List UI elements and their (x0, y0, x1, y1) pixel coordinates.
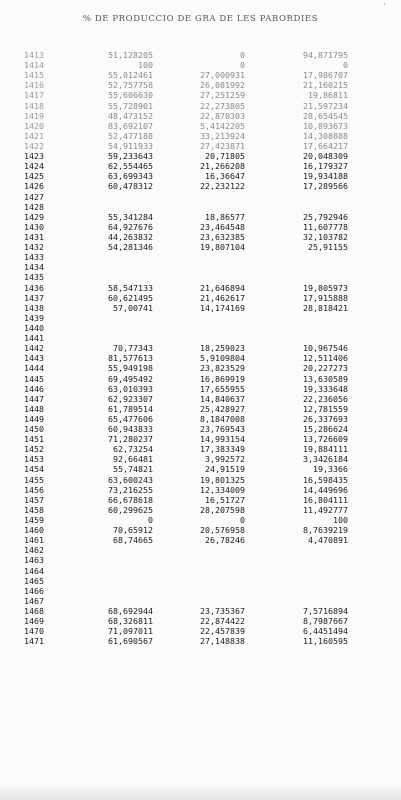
value-cell-3: 11,160595 (303, 636, 348, 647)
value-cell-1: 44,263832 (108, 231, 153, 242)
year-cell: 1436 (24, 282, 44, 293)
table-row (0, 60, 401, 70)
year-cell: 1432 (24, 242, 44, 253)
table-row (0, 505, 401, 515)
value-cell-1: 70,65912 (113, 525, 153, 536)
value-cell-2: 28,207598 (200, 504, 245, 515)
value-cell-3: 16,179327 (303, 161, 348, 172)
year-cell: 1413 (24, 50, 44, 60)
value-cell-3: 14,308888 (303, 130, 348, 141)
value-cell-1: 57,00741 (113, 302, 153, 313)
value-cell-2: 16,51727 (205, 494, 245, 505)
value-cell-3: 19,805973 (303, 282, 348, 293)
value-cell-2: 19,801325 (200, 474, 245, 485)
value-cell-3: 13,630589 (303, 373, 348, 384)
value-cell-1: 100 (138, 60, 153, 71)
value-cell-3: 20,227273 (303, 363, 348, 374)
table-row (0, 161, 401, 171)
table-row (0, 616, 401, 626)
value-cell-2: 21,646894 (200, 282, 245, 293)
table-row (0, 606, 401, 616)
value-cell-3: 19,3366 (313, 464, 348, 475)
value-cell-1: 71,280237 (108, 434, 153, 445)
value-cell-3: 19,934188 (303, 171, 348, 182)
year-cell: 1441 (24, 333, 44, 344)
year-cell: 1451 (24, 434, 44, 445)
value-cell-1: 92,66481 (113, 454, 153, 465)
value-cell-1: 65,477606 (108, 413, 153, 424)
value-cell-3: 17,664217 (303, 140, 348, 151)
year-cell: 1453 (24, 454, 44, 465)
table-row (0, 434, 401, 444)
value-cell-2: 22,457839 (200, 626, 245, 637)
value-cell-1: 61,690567 (108, 636, 153, 647)
table-row (0, 485, 401, 495)
value-cell-2: 24,91519 (205, 464, 245, 475)
table-row (0, 404, 401, 414)
table-row (0, 70, 401, 80)
value-cell-1: 70,77343 (113, 343, 153, 354)
value-cell-1: 62,73254 (113, 444, 153, 455)
value-cell-2: 14,174169 (200, 302, 245, 313)
value-cell-3: 15,286624 (303, 424, 348, 435)
value-cell-2: 22,874422 (200, 616, 245, 627)
value-cell-2: 26,78246 (205, 535, 245, 546)
value-cell-2: 14,840637 (200, 393, 245, 404)
value-cell-3: 94,871795 (303, 50, 348, 60)
value-cell-1: 60,943833 (108, 424, 153, 435)
value-cell-1: 69,495492 (108, 373, 153, 384)
value-cell-1: 68,326811 (108, 616, 153, 627)
table-row (0, 363, 401, 373)
value-cell-2: 19,807104 (200, 242, 245, 253)
year-cell: 1457 (24, 494, 44, 505)
value-cell-2: 18,86577 (205, 211, 245, 222)
value-cell-2: 25,428927 (200, 403, 245, 414)
year-cell: 1449 (24, 413, 44, 424)
value-cell-1: 71,097011 (108, 626, 153, 637)
value-cell-3: 17,289566 (303, 181, 348, 192)
table-row (0, 535, 401, 545)
year-cell: 1421 (24, 130, 44, 141)
year-cell: 1439 (24, 312, 44, 323)
table-row (0, 475, 401, 485)
value-cell-3: 3,3426184 (303, 454, 348, 465)
year-cell: 1458 (24, 504, 44, 515)
value-cell-1: 68,692944 (108, 606, 153, 617)
table-row (0, 576, 401, 586)
value-cell-2: 23,769543 (200, 424, 245, 435)
year-cell: 1414 (24, 60, 44, 71)
table-row (0, 495, 401, 505)
year-cell: 1415 (24, 70, 44, 81)
value-cell-1: 62,923307 (108, 393, 153, 404)
value-cell-1: 55,949198 (108, 363, 153, 374)
table-row (0, 131, 401, 141)
scan-edge-shadow (0, 782, 401, 800)
year-cell: 1424 (24, 161, 44, 172)
year-cell: 1442 (24, 343, 44, 354)
table-row (0, 424, 401, 434)
value-cell-1: 63,010393 (108, 383, 153, 394)
table-row (0, 151, 401, 161)
year-cell: 1430 (24, 221, 44, 232)
value-cell-1: 51,128205 (108, 50, 153, 60)
value-cell-3: 19,86811 (308, 90, 348, 101)
value-cell-1: 73,216255 (108, 484, 153, 495)
value-cell-1: 55,012461 (108, 70, 153, 81)
year-cell: 1467 (24, 595, 44, 606)
table-row (0, 121, 401, 131)
value-cell-1: 81,577613 (108, 353, 153, 364)
year-cell: 1425 (24, 171, 44, 182)
value-cell-1: 83,692107 (108, 120, 153, 131)
table-row (0, 101, 401, 111)
value-cell-3: 6,4451494 (303, 626, 348, 637)
value-cell-2: 21,266208 (200, 161, 245, 172)
year-cell: 1431 (24, 231, 44, 242)
value-cell-1: 66,678618 (108, 494, 153, 505)
table-row (0, 181, 401, 191)
value-cell-1: 52,477188 (108, 130, 153, 141)
year-cell: 1468 (24, 606, 44, 617)
year-cell: 1423 (24, 151, 44, 162)
year-cell: 1427 (24, 191, 44, 202)
table-row (0, 111, 401, 121)
value-cell-2: 23,464548 (200, 221, 245, 232)
value-cell-2: 12,334009 (200, 484, 245, 495)
value-cell-2: 0 (240, 60, 245, 71)
value-cell-2: 22,232122 (200, 181, 245, 192)
year-cell: 1422 (24, 140, 44, 151)
value-cell-3: 14,449696 (303, 484, 348, 495)
value-cell-2: 23,823529 (200, 363, 245, 374)
value-cell-2: 27,251259 (200, 90, 245, 101)
table-row (0, 555, 401, 565)
table-row (0, 384, 401, 394)
year-cell: 1452 (24, 444, 44, 455)
table-row (0, 171, 401, 181)
year-cell: 1462 (24, 545, 44, 556)
value-cell-3: 22,236056 (303, 393, 348, 404)
table-row (0, 202, 401, 212)
year-cell: 1440 (24, 322, 44, 333)
year-cell: 1465 (24, 575, 44, 586)
year-cell: 1438 (24, 302, 44, 313)
table-row (0, 464, 401, 474)
value-cell-3: 11,607778 (303, 221, 348, 232)
value-cell-2: 20,71805 (205, 151, 245, 162)
value-cell-1: 63,600243 (108, 474, 153, 485)
year-cell: 1460 (24, 525, 44, 536)
value-cell-1: 59,233643 (108, 151, 153, 162)
table-row (0, 394, 401, 404)
value-cell-1: 54,281346 (108, 242, 153, 253)
value-cell-2: 20,576958 (200, 525, 245, 536)
value-cell-1: 0 (148, 515, 153, 526)
year-cell: 1471 (24, 636, 44, 647)
table-row (0, 525, 401, 535)
table-row (0, 252, 401, 262)
year-cell: 1420 (24, 120, 44, 131)
table-row (0, 323, 401, 333)
value-cell-2: 17,383349 (200, 444, 245, 455)
table-row (0, 272, 401, 282)
value-cell-2: 27,000931 (200, 70, 245, 81)
value-cell-1: 55,341284 (108, 211, 153, 222)
year-cell: 1469 (24, 616, 44, 627)
value-cell-3: 28,654545 (303, 110, 348, 121)
value-cell-3: 21,597234 (303, 100, 348, 111)
value-cell-3: 28,818421 (303, 302, 348, 313)
value-cell-2: 16,869919 (200, 373, 245, 384)
value-cell-3: 10,893673 (303, 120, 348, 131)
table-row (0, 596, 401, 606)
year-cell: 1470 (24, 626, 44, 637)
year-cell: 1426 (24, 181, 44, 192)
value-cell-3: 16,598435 (303, 474, 348, 485)
year-cell: 1466 (24, 585, 44, 596)
table-row (0, 262, 401, 272)
table-row (0, 626, 401, 636)
value-cell-3: 26,337693 (303, 413, 348, 424)
table-row (0, 90, 401, 100)
table-row (0, 283, 401, 293)
year-cell: 1464 (24, 565, 44, 576)
value-cell-1: 54,911933 (108, 140, 153, 151)
value-cell-2: 26,081992 (200, 80, 245, 91)
value-cell-3: 4,470891 (308, 535, 348, 546)
value-cell-1: 55,606630 (108, 90, 153, 101)
value-cell-1: 60,478312 (108, 181, 153, 192)
value-cell-1: 52,757758 (108, 80, 153, 91)
year-cell: 1429 (24, 211, 44, 222)
page-title: % DE PRODUCCIO DE GRA DE LES PABORDIES (82, 14, 319, 24)
value-cell-3: 10,967546 (303, 343, 348, 354)
table-row (0, 636, 401, 646)
value-cell-1: 64,927676 (108, 221, 153, 232)
year-cell: 1455 (24, 474, 44, 485)
value-cell-2: 22,273805 (200, 100, 245, 111)
value-cell-1: 55,728901 (108, 100, 153, 111)
value-cell-3: 13,726609 (303, 434, 348, 445)
table-row (0, 444, 401, 454)
value-cell-3: 8,7639219 (303, 525, 348, 536)
value-cell-2: 21,462617 (200, 292, 245, 303)
table-row (0, 343, 401, 353)
year-cell: 1463 (24, 555, 44, 566)
table-row (0, 566, 401, 576)
table-row (0, 222, 401, 232)
value-cell-2: 0 (240, 515, 245, 526)
value-cell-1: 60,299625 (108, 504, 153, 515)
table-row (0, 353, 401, 363)
value-cell-2: 3,992572 (205, 454, 245, 465)
value-cell-3: 20,048309 (303, 151, 348, 162)
year-cell: 1437 (24, 292, 44, 303)
value-cell-1: 55,74821 (113, 464, 153, 475)
value-cell-1: 60,621495 (108, 292, 153, 303)
value-cell-3: 25,91155 (308, 242, 348, 253)
table-row (0, 80, 401, 90)
year-cell: 1454 (24, 464, 44, 475)
value-cell-2: 27,423871 (200, 140, 245, 151)
year-cell: 1445 (24, 373, 44, 384)
year-cell: 1450 (24, 424, 44, 435)
corner-mark: ' (382, 2, 387, 11)
year-cell: 1428 (24, 201, 44, 212)
data-table (0, 50, 401, 646)
value-cell-3: 21,160215 (303, 80, 348, 91)
year-cell: 1459 (24, 515, 44, 526)
value-cell-3: 12,781559 (303, 403, 348, 414)
value-cell-2: 16,36647 (205, 171, 245, 182)
table-row (0, 50, 401, 60)
value-cell-2: 14,993154 (200, 434, 245, 445)
table-row (0, 293, 401, 303)
value-cell-1: 63,699343 (108, 171, 153, 182)
table-row (0, 313, 401, 323)
year-cell: 1434 (24, 262, 44, 273)
value-cell-2: 23,735367 (200, 606, 245, 617)
value-cell-3: 32,103782 (303, 231, 348, 242)
value-cell-3: 7,5716894 (303, 606, 348, 617)
year-cell: 1433 (24, 252, 44, 263)
value-cell-3: 25,792946 (303, 211, 348, 222)
value-cell-1: 61,789514 (108, 403, 153, 414)
value-cell-3: 100 (333, 515, 348, 526)
value-cell-1: 58,547133 (108, 282, 153, 293)
table-row (0, 374, 401, 384)
year-cell: 1456 (24, 484, 44, 495)
table-row (0, 212, 401, 222)
table-row (0, 414, 401, 424)
year-cell: 1418 (24, 100, 44, 111)
value-cell-3: 12,511406 (303, 353, 348, 364)
year-cell: 1461 (24, 535, 44, 546)
value-cell-3: 11,492777 (303, 504, 348, 515)
value-cell-2: 5,9109804 (200, 353, 245, 364)
value-cell-3: 17,986707 (303, 70, 348, 81)
table-row (0, 141, 401, 151)
table-row (0, 515, 401, 525)
year-cell: 1419 (24, 110, 44, 121)
table-row (0, 232, 401, 242)
table-row (0, 242, 401, 252)
value-cell-3: 17,915888 (303, 292, 348, 303)
table-row (0, 333, 401, 343)
year-cell: 1435 (24, 272, 44, 283)
value-cell-2: 0 (240, 50, 245, 60)
table-row (0, 454, 401, 464)
value-cell-1: 68,74665 (113, 535, 153, 546)
year-cell: 1444 (24, 363, 44, 374)
table-row (0, 303, 401, 313)
value-cell-2: 18,259023 (200, 343, 245, 354)
value-cell-2: 22,870303 (200, 110, 245, 121)
value-cell-1: 48,473152 (108, 110, 153, 121)
year-cell: 1446 (24, 383, 44, 394)
value-cell-3: 16,804111 (303, 494, 348, 505)
year-cell: 1443 (24, 353, 44, 364)
value-cell-2: 23,632385 (200, 231, 245, 242)
value-cell-2: 8,1847008 (200, 413, 245, 424)
year-cell: 1416 (24, 80, 44, 91)
year-cell: 1417 (24, 90, 44, 101)
value-cell-2: 33,213924 (200, 130, 245, 141)
table-row (0, 586, 401, 596)
table-row (0, 545, 401, 555)
value-cell-3: 8,7987667 (303, 616, 348, 627)
value-cell-3: 0 (343, 60, 348, 71)
value-cell-1: 62,554465 (108, 161, 153, 172)
year-cell: 1448 (24, 403, 44, 414)
value-cell-2: 5,4142205 (200, 120, 245, 131)
value-cell-3: 19,333648 (303, 383, 348, 394)
value-cell-2: 17,655955 (200, 383, 245, 394)
year-cell: 1447 (24, 393, 44, 404)
table-row (0, 192, 401, 202)
value-cell-2: 27,148838 (200, 636, 245, 647)
value-cell-3: 19,884111 (303, 444, 348, 455)
